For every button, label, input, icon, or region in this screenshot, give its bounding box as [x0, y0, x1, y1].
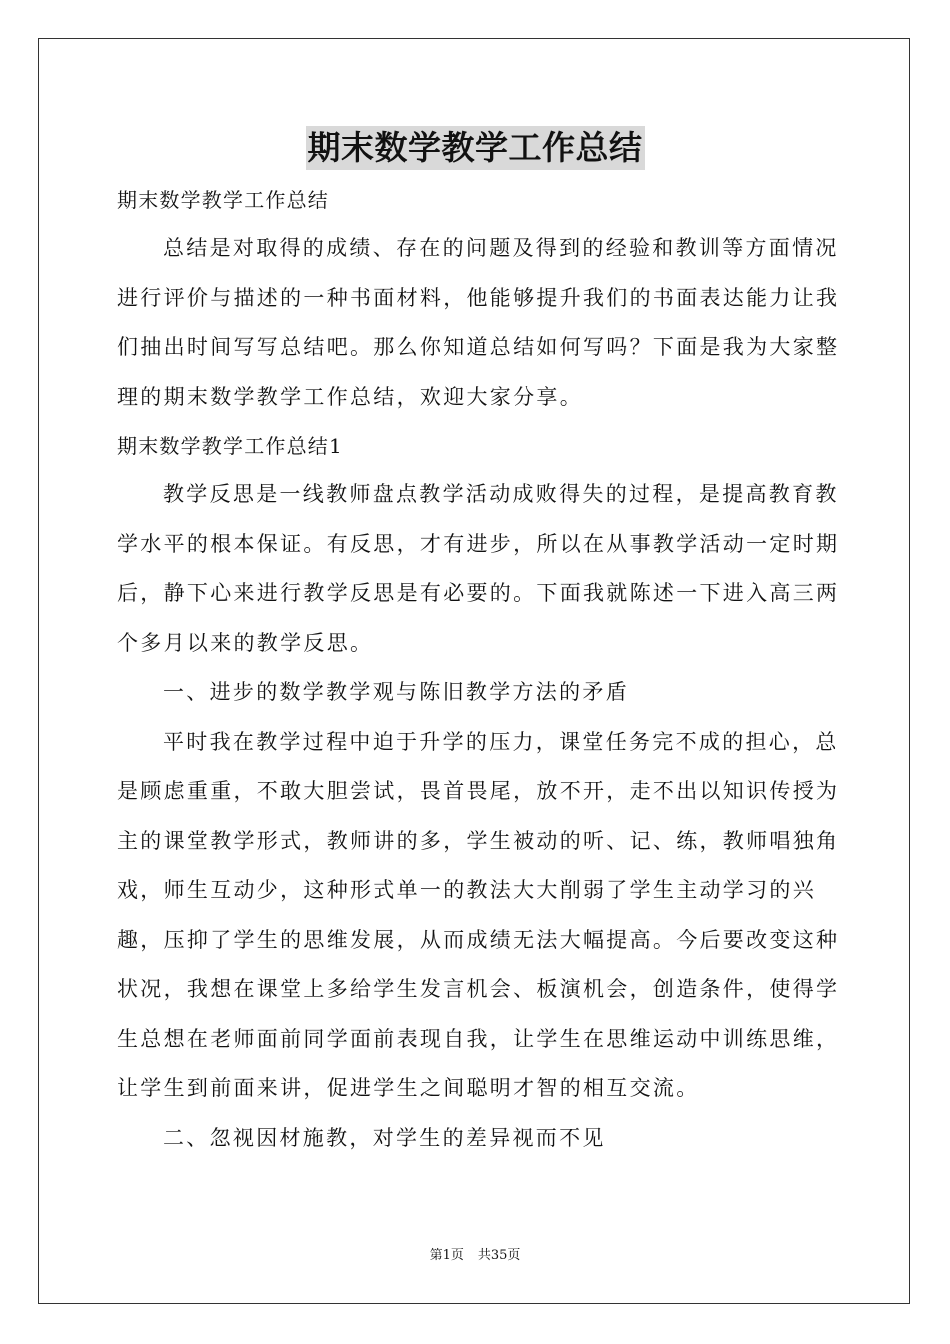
point-heading-2: 二、忽视因材施教，对学生的差异视而不见 — [163, 1125, 606, 1150]
intro-paragraph: 总结是对取得的成绩、存在的问题及得到的经验和教训等方面情况进行评价与描述的一种书面材料，他能够提升我们的书面表达能力让我们抽出时间写写总结吧。那么你知道总结如何写吗？下面是我为大家整理的期末数学教学工作总结，欢迎大家分享。 — [117, 236, 840, 409]
page-total: 共35页 — [477, 1248, 521, 1263]
page-number: 第1页 — [429, 1248, 464, 1263]
page-footer — [0, 1247, 950, 1265]
document-title: 期末数学教学工作总结 — [306, 126, 645, 170]
subtitle-paragraph: 期末数学教学工作总结 — [117, 188, 329, 212]
body-paragraph: 教学反思是一线教师盘点教学活动成败得失的过程，是提高教育教学水平的根本保证。有反思，才有进步，所以在从事教学活动一定时期后，静下心来进行教学反思是有必要的。下面我就陈述一下进入高三两个多月以来的教学反思。 — [117, 482, 840, 655]
point-heading-1: 一、进步的数学教学观与陈旧教学方法的矛盾 — [163, 680, 629, 704]
title-area — [0, 126, 950, 170]
document-body — [117, 176, 843, 1163]
section-heading: 期末数学教学工作总结1 — [117, 434, 343, 458]
body-paragraph: 平时我在教学过程中迫于升学的压力，课堂任务完不成的担心，总是顾虑重重，不敢大胆尝试，畏首畏尾，放不开，走不出以知识传授为主的课堂教学形式，教师讲的多，学生被动的听、记、练，教师唱独角戏，师生互动少，这种形式单一的教法大大削弱了学生主动学习的兴趣，压抑了学生的思维发展，从而成绩无法大幅提高。今后要改变这种状况，我想在课堂上多给学生发言机会、板演机会，创造条件，使得学生总想在老师面前同学面前表现自我，让学生在思维运动中训练思维，让学生到前面来讲，促进学生之间聪明才智的相互交流。 — [117, 729, 840, 1100]
